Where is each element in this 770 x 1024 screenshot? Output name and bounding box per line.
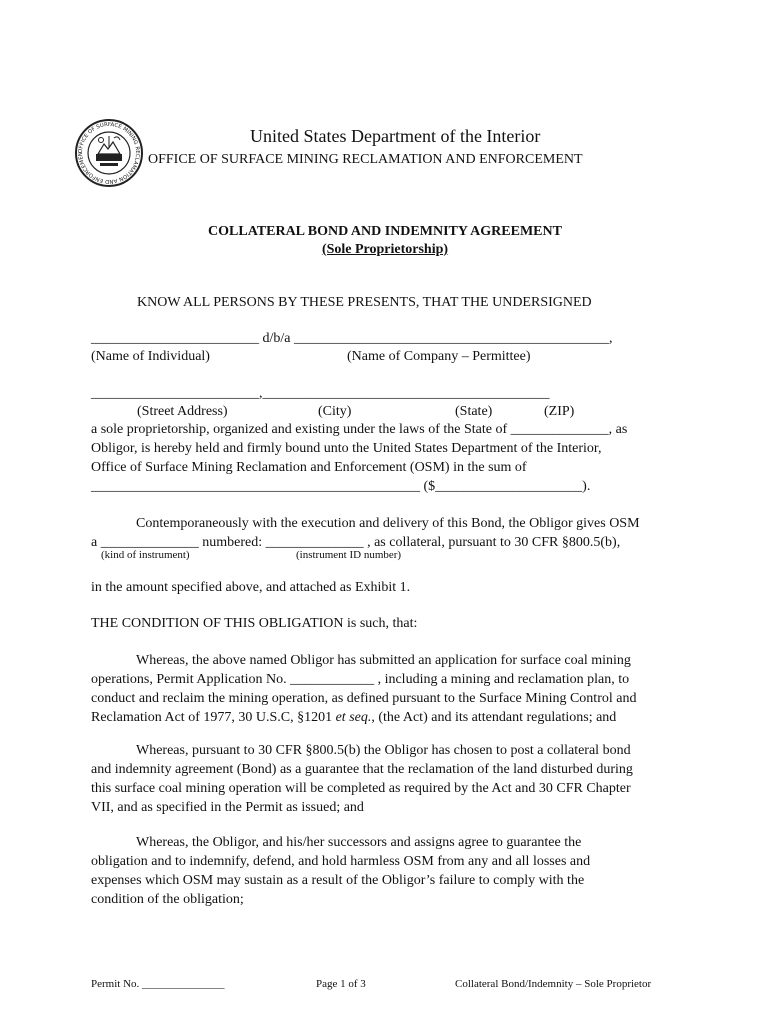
whereas3-line-3: expenses which OSM may sustain as a result of the Obligor’s failure to comply with the [91, 873, 585, 888]
whereas-paragraph-1 [91, 651, 681, 727]
label-state: (State) [455, 404, 493, 419]
title-main: COLLATERAL BOND AND INDEMNITY AGREEMENT [208, 224, 562, 239]
whereas1-line-4a: Reclamation Act of 1977, 30 U.S.C, §1201 [91, 710, 336, 725]
document-subtitle: (Sole Proprietorship) [321, 242, 449, 257]
whereas3-line-4: condition of the obligation; [91, 892, 244, 907]
footer-document-title: Collateral Bond/Indemnity – Sole Proprietor [455, 978, 652, 990]
whereas2-line-4: VII, and as specified in the Permit as issued; and [91, 800, 364, 815]
obligor-line-1: a sole proprietorship, organized and existing under the laws of the State of ______________, as [91, 422, 628, 437]
address-blank[interactable]: ________________________,_________________________________________ [91, 386, 550, 401]
whereas2-line-1: Whereas, pursuant to 30 CFR §800.5(b) the Obligor has chosen to post a collateral bond [136, 743, 631, 758]
name-line [91, 329, 613, 348]
whereas2-line-2: and indemnity agreement (Bond) as a guarantee that the reclamation of the land disturbed during [91, 762, 633, 777]
whereas-paragraph-3 [91, 833, 681, 909]
label-kind-of-instrument: (kind of instrument) [101, 549, 190, 561]
whereas1-et-seq: et seq. [335, 710, 372, 725]
whereas1-line-4 [91, 708, 681, 727]
whereas1-line-1: Whereas, the above named Obligor has submitted an application for surface coal mining [136, 653, 631, 668]
obligor-line-3: Office of Surface Mining Reclamation and Enforcement (OSM) in the sum of [91, 460, 527, 475]
sum-blank-line[interactable]: _______________________________________________ ($_____________________). [91, 479, 591, 494]
collateral-line-2[interactable]: a ______________ numbered: ______________ , as collateral, pursuant to 30 CFR §800.5(b), [91, 535, 621, 550]
obligor-paragraph [91, 420, 681, 496]
dba-label: d/b/a [262, 331, 291, 346]
seal-text: OFFICE OF SURFACE MINING RECLAMATION AND ENFORCEMEN [77, 121, 141, 185]
individual-name-blank[interactable]: ________________________ [91, 331, 259, 346]
office-subtitle: OFFICE OF SURFACE MINING RECLAMATION AND ENFORCEMENT [148, 152, 583, 167]
footer-page-number: Page 1 of 3 [316, 978, 366, 990]
whereas1-line-3: conduct and reclaim the mining operation, as defined pursuant to the Surface Mining Control and [91, 691, 637, 706]
whereas3-line-2: obligation and to indemnify, defend, and hold harmless OSM from any and all losses and [91, 854, 591, 869]
collateral-line-1: Contemporaneously with the execution and delivery of this Bond, the Obligor gives OSM [136, 516, 640, 531]
department-title: United States Department of the Interior [250, 126, 541, 146]
whereas3-line-1: Whereas, the Obligor, and his/her successors and assigns agree to guarantee the [136, 835, 582, 850]
label-street: (Street Address) [137, 404, 228, 419]
whereas2-line-3: this surface coal mining operation will be completed as required by the Act and 30 CFR Chapter [91, 781, 631, 796]
whereas1-line-2: operations, Permit Application No. ____________ , including a mining and reclamation plan, to [91, 672, 630, 687]
label-company: (Name of Company – Permittee) [347, 349, 531, 364]
collateral-paragraph [91, 514, 681, 552]
label-individual: (Name of Individual) [91, 349, 210, 364]
company-name-blank[interactable]: _____________________________________________, [294, 331, 613, 346]
label-zip: (ZIP) [544, 404, 575, 419]
label-instrument-id: (instrument ID number) [296, 549, 402, 561]
document-title [0, 222, 770, 241]
whereas-paragraph-2 [91, 741, 681, 817]
condition-heading: THE CONDITION OF THIS OBLIGATION is such, that: [91, 616, 418, 631]
osm-seal-logo [74, 118, 144, 188]
label-city: (City) [318, 404, 352, 419]
footer-permit-no: Permit No. _______________ [91, 978, 225, 990]
collateral-line-3: in the amount specified above, and attached as Exhibit 1. [91, 580, 411, 595]
intro-statement: KNOW ALL PERSONS BY THESE PRESENTS, THAT THE UNDERSIGNED [137, 295, 592, 310]
whereas1-line-4c: , (the Act) and its attendant regulations; and [371, 710, 617, 725]
obligor-line-2: Obligor, is hereby held and firmly bound unto the United States Department of the Interior, [91, 441, 602, 456]
